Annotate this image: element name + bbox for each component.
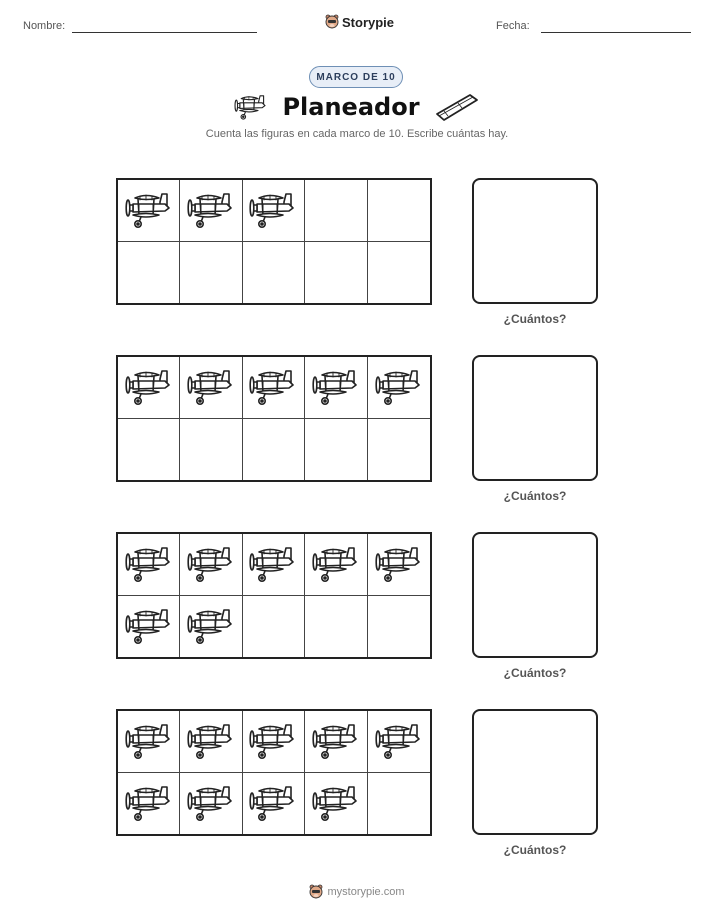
ten-frame-cell (243, 596, 305, 658)
footer-url[interactable]: mystorypie.com (327, 886, 405, 898)
ten-frame-cell (368, 711, 430, 773)
biplane-icon (234, 93, 268, 121)
biplane-icon (125, 544, 173, 584)
answer-box[interactable] (472, 709, 598, 835)
ten-frame-cell (180, 711, 242, 773)
answer-box[interactable] (472, 355, 598, 481)
storypie-logo (325, 14, 394, 30)
biplane-icon (125, 783, 173, 823)
ten-frame-cell (180, 596, 242, 658)
ten-frame-cell (180, 419, 242, 481)
biplane-icon (312, 544, 360, 584)
ten-frame-cell (368, 419, 430, 481)
ten-frame-cell (368, 357, 430, 419)
ten-frame (116, 532, 432, 659)
ten-frame-cell (305, 242, 367, 304)
ten-frame-cell (118, 242, 180, 304)
storypie-mascot-icon (325, 14, 339, 30)
name-line[interactable] (72, 32, 257, 33)
page-title (0, 90, 714, 126)
ten-frame-cell (180, 773, 242, 835)
ten-frame-cell (180, 534, 242, 596)
biplane-icon (312, 721, 360, 761)
title-text: Planeador (282, 93, 420, 121)
footer (0, 884, 714, 900)
name-label: Nombre: (23, 20, 66, 32)
biplane-icon (187, 190, 235, 230)
instructions: Cuenta las figuras en cada marco de 10. Escribe cuántas hay. (205, 128, 509, 140)
biplane-icon (187, 367, 235, 407)
biplane-icon (249, 783, 297, 823)
ten-frame-cell (118, 534, 180, 596)
category-badge: MARCO DE 10 (309, 66, 403, 88)
ten-frame-cell (305, 596, 367, 658)
biplane-icon (125, 721, 173, 761)
ten-frame-cell (368, 180, 430, 242)
wooden-plank-icon (434, 90, 480, 124)
ten-frame (116, 709, 432, 836)
ten-frame-cell (118, 596, 180, 658)
ten-frame-cell (180, 242, 242, 304)
biplane-icon (125, 190, 173, 230)
ten-frame-cell (243, 534, 305, 596)
ten-frame-cell (243, 419, 305, 481)
biplane-icon (187, 544, 235, 584)
ten-frame-cell (305, 357, 367, 419)
storypie-mascot-icon (309, 884, 323, 900)
ten-frame-cell (243, 242, 305, 304)
ten-frame-cell (368, 773, 430, 835)
biplane-icon (125, 606, 173, 646)
ten-frame-cell (118, 180, 180, 242)
date-line[interactable] (541, 32, 691, 33)
biplane-icon (375, 544, 423, 584)
question-label: ¿Cuántos? (503, 489, 567, 503)
biplane-icon (249, 544, 297, 584)
biplane-icon (249, 190, 297, 230)
ten-frame-cell (243, 180, 305, 242)
ten-frame-cell (243, 711, 305, 773)
question-label: ¿Cuántos? (503, 666, 567, 680)
biplane-icon (249, 367, 297, 407)
biplane-icon (125, 367, 173, 407)
ten-frame-cell (368, 596, 430, 658)
question-label: ¿Cuántos? (503, 312, 567, 326)
answer-box[interactable] (472, 532, 598, 658)
ten-frame-cell (305, 419, 367, 481)
ten-frame-cell (118, 711, 180, 773)
biplane-icon (249, 721, 297, 761)
biplane-icon (375, 721, 423, 761)
ten-frame (116, 355, 432, 482)
biplane-icon (187, 721, 235, 761)
ten-frame-cell (118, 357, 180, 419)
ten-frame-cell (180, 357, 242, 419)
date-label: Fecha: (496, 20, 530, 32)
ten-frame-cell (243, 773, 305, 835)
biplane-icon (187, 606, 235, 646)
ten-frame-cell (368, 534, 430, 596)
ten-frame (116, 178, 432, 305)
ten-frame-cell (118, 773, 180, 835)
question-label: ¿Cuántos? (503, 843, 567, 857)
ten-frame-cell (305, 711, 367, 773)
ten-frame-cell (305, 773, 367, 835)
logo-text: Storypie (342, 14, 395, 30)
ten-frame-cell (305, 180, 367, 242)
biplane-icon (312, 367, 360, 407)
ten-frame-cell (243, 357, 305, 419)
ten-frame-cell (368, 242, 430, 304)
ten-frame-cell (305, 534, 367, 596)
answer-box[interactable] (472, 178, 598, 304)
biplane-icon (187, 783, 235, 823)
ten-frame-cell (118, 419, 180, 481)
biplane-icon (312, 783, 360, 823)
ten-frame-cell (180, 180, 242, 242)
biplane-icon (375, 367, 423, 407)
